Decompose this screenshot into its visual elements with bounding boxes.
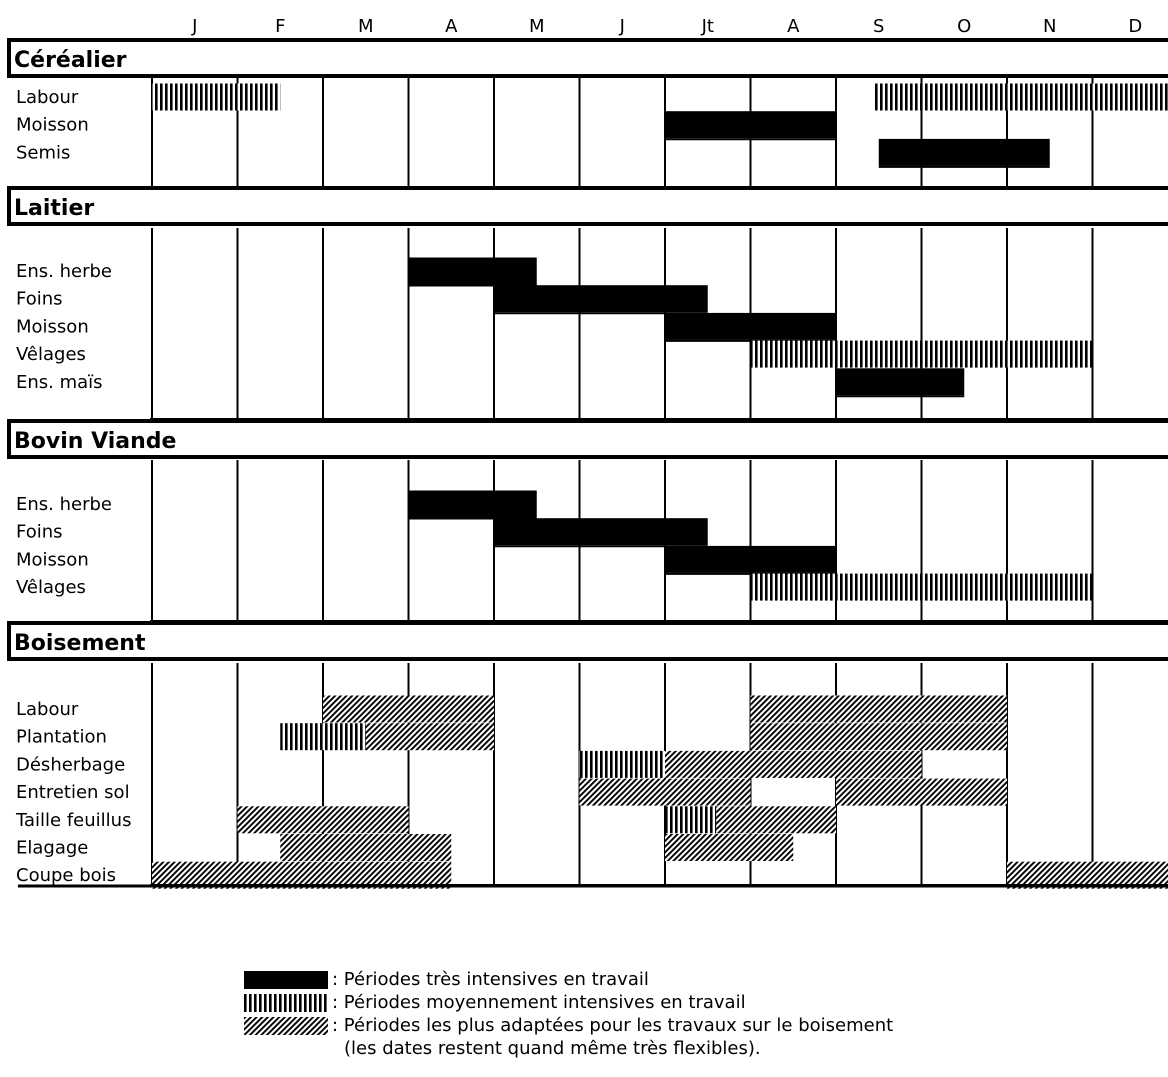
- section-title: Laitier: [14, 196, 95, 221]
- period-bar-forest: [751, 723, 1008, 750]
- legend-label-moderate: : Périodes moyennement intensives en travail: [332, 992, 746, 1013]
- period-bar-intensive: [879, 139, 1050, 166]
- period-bar-forest: [366, 723, 494, 750]
- section-header-box: [9, 623, 1168, 659]
- legend-swatch-moderate: [244, 994, 328, 1012]
- activity-label: Entretien sol: [16, 782, 130, 804]
- period-bar-forest: [665, 834, 793, 861]
- activity-label: Ens. herbe: [16, 494, 112, 515]
- month-label: J: [619, 16, 625, 37]
- month-label: S: [873, 16, 885, 37]
- activity-label: Vêlages: [16, 577, 86, 599]
- activity-label: Vêlages: [16, 344, 86, 366]
- activity-label: Moisson: [16, 316, 89, 338]
- month-label: J: [192, 16, 198, 37]
- month-label: M: [357, 16, 374, 37]
- period-bar-moderate: [874, 84, 1168, 111]
- period-bar-forest: [580, 779, 751, 806]
- period-bar-forest: [751, 751, 922, 778]
- period-bar-intensive: [494, 518, 708, 545]
- legend-label-forest: : Périodes les plus adaptées pour les travaux sur le boisement: [332, 1015, 894, 1036]
- activity-label: Foins: [16, 521, 63, 543]
- month-label: A: [787, 16, 800, 37]
- period-bar-moderate: [580, 751, 666, 778]
- activity-label: Taille feuillus: [16, 809, 132, 831]
- legend-label-intensive: : Périodes très intensives en travail: [332, 969, 649, 990]
- period-bar-forest: [323, 696, 494, 723]
- section-header-box: [9, 188, 1168, 224]
- activity-label: Ens. maïs: [16, 371, 103, 393]
- activity-label: Elagage: [16, 837, 89, 859]
- period-bar-intensive: [665, 111, 836, 138]
- period-bar-moderate: [152, 84, 280, 111]
- month-label: N: [1043, 16, 1057, 37]
- period-bar-intensive: [665, 546, 836, 573]
- activity-label: Labour: [16, 699, 79, 720]
- period-bar-intensive: [494, 285, 708, 312]
- activity-label: Foins: [16, 288, 63, 310]
- period-bar-intensive: [409, 491, 537, 518]
- period-bar-intensive: [665, 313, 836, 340]
- activity-label: Plantation: [16, 726, 107, 748]
- period-bar-moderate: [280, 723, 366, 750]
- activity-label: Coupe bois: [16, 865, 117, 887]
- period-bar-forest: [836, 779, 1007, 806]
- legend-item-moderate: [244, 991, 1144, 1014]
- legend-item-note: [244, 1037, 1144, 1060]
- activity-label: Ens. herbe: [16, 261, 112, 282]
- legend-swatch-forest: [244, 1017, 328, 1035]
- section-title: Céréalier: [14, 48, 127, 73]
- activity-label: Semis: [16, 142, 71, 164]
- period-bar-forest: [280, 834, 451, 861]
- month-label: Jt: [701, 16, 714, 37]
- activity-label: Moisson: [16, 549, 89, 571]
- legend-swatch-intensive: [244, 971, 328, 989]
- period-bar-moderate: [751, 574, 1093, 601]
- legend-item-forest: [244, 1014, 1144, 1037]
- month-label: D: [1128, 16, 1143, 37]
- section-title: Boisement: [14, 631, 146, 656]
- period-bar-moderate: [665, 806, 716, 833]
- period-bar-forest: [751, 696, 1008, 723]
- period-bar-forest: [238, 806, 409, 833]
- section-header-box: [9, 40, 1168, 76]
- legend-note: (les dates restent quand même très flexibles).: [344, 1038, 761, 1059]
- legend-item-intensive: [244, 968, 1144, 991]
- period-bar-forest: [665, 751, 751, 778]
- section-title: Bovin Viande: [14, 429, 177, 454]
- period-bar-forest: [716, 806, 836, 833]
- month-label: A: [445, 16, 458, 37]
- activity-label: Désherbage: [16, 754, 126, 776]
- period-bar-intensive: [836, 368, 964, 395]
- month-label: M: [528, 16, 545, 37]
- period-bar-moderate: [751, 341, 1093, 368]
- legend: [244, 968, 1144, 1060]
- month-label: O: [957, 16, 972, 37]
- month-label: F: [275, 16, 286, 37]
- activity-label: Moisson: [16, 114, 89, 136]
- period-bar-intensive: [409, 258, 537, 285]
- activity-label: Labour: [16, 87, 79, 108]
- section-header-box: [9, 421, 1168, 457]
